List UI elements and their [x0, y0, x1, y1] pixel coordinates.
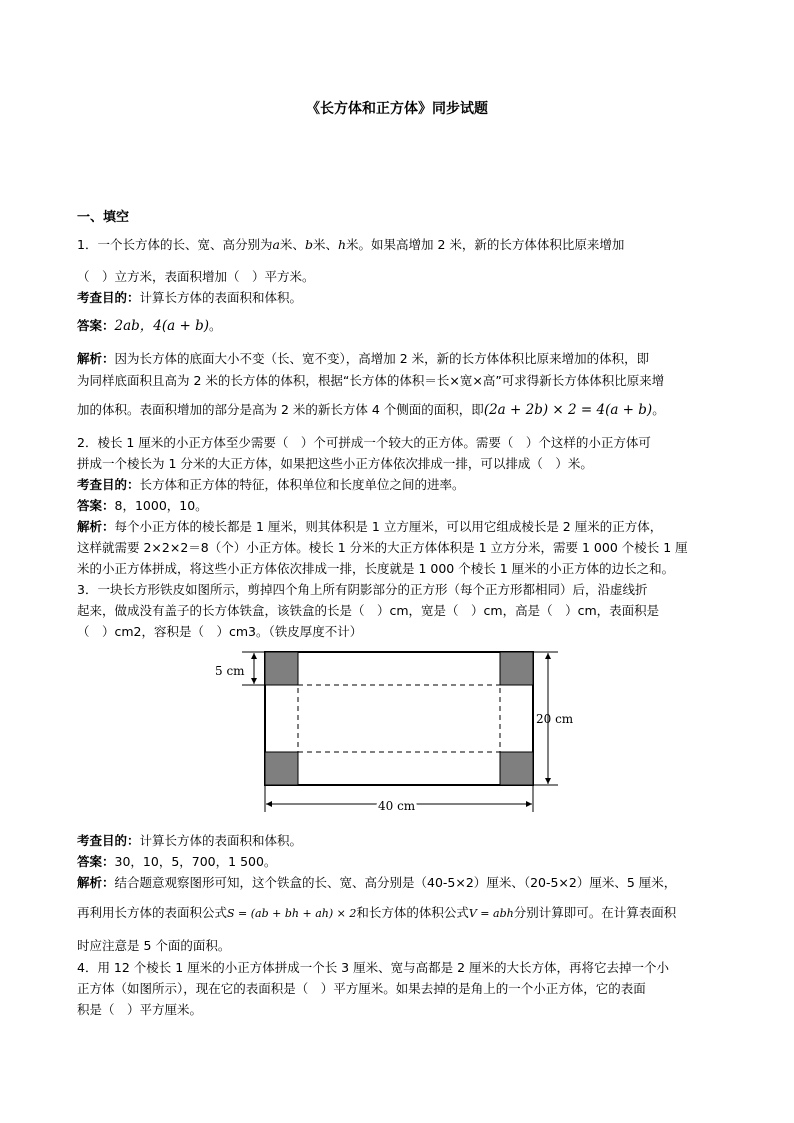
q1-answer: 答案：2ab，4(a + b)。 — [77, 318, 222, 334]
q1-analysis-1: 解析：因为长方体的底面大小不变（长、宽不变），高增加 2 米，新的长方体体积比原来增加的体积，即 — [77, 351, 650, 366]
volume-formula: V = abh — [468, 907, 514, 920]
q1-line2: （ ）立方米，表面积增加（ ）平方米。 — [77, 269, 315, 284]
q2-answer: 答案：8，1000，10。 — [77, 498, 208, 513]
q2-line1: 2．棱长 1 厘米的小正方体至少需要（ ）个可拼成一个较大的正方体。需要（ ）个这样的小正方体可 — [77, 435, 651, 450]
q1-analysis-2: 为同样底面积且高为 2 米的长方体的体积，根据“长方体的体积＝长×宽×高”可求得新长方体体积比原来增 — [77, 373, 665, 388]
q2-line2: 拼成一个棱长为 1 分米的大正方体，如果把这些小正方体依次排成一排，可以排成（ ）米。 — [77, 456, 593, 471]
q4-line1: 4．用 12 个棱长 1 厘米的小正方体拼成一个长 3 厘米、宽与高都是 2 厘米的大长方体，再将它去掉一个小 — [77, 960, 670, 975]
corner-size-label: 5 cm — [215, 664, 245, 678]
corner-dimension — [242, 652, 265, 685]
q3-analysis-1: 解析：结合题意观察图形可知，这个铁盒的长、宽、高分别是（40-5×2）厘米、（20-5×2）厘米、5 厘米， — [77, 875, 677, 890]
q3-purpose: 考查目的：计算长方体的表面积和体积。 — [77, 833, 303, 848]
q3-analysis-2: 再利用长方体的表面积公式S = (ab + bh + ah) × 2和长方体的体积公式V = abh分别计算即可。在计算表面积 — [77, 905, 677, 920]
q3-answer: 答案：30，10，5，700，1 500。 — [77, 854, 277, 869]
height-label: 20 cm — [536, 712, 574, 726]
sheet-outline — [265, 652, 533, 785]
q2-analysis-1: 解析：每个小正方体的棱长都是 1 厘米，则其体积是 1 立方厘米，可以用它组成棱长是 2 厘米的正方体， — [77, 519, 663, 534]
q4-line3: 积是（ ）平方厘米。 — [77, 1002, 203, 1017]
width-label: 40 cm — [378, 799, 416, 813]
var-a: a — [272, 237, 280, 252]
corner-square — [500, 652, 533, 685]
q3-line3: （ ）cm2，容积是（ ）cm3。（铁皮厚度不计） — [77, 624, 363, 639]
q2-analysis-3: 米的小正方体拼成，将这些小正方体依次排成一排，长度就是 1 000 个棱长 1 厘米的小正方体的边长之和。 — [77, 561, 675, 576]
q2-analysis-2: 这样就需要 2×2×2＝8（个）小正方体。棱长 1 分米的大正方体体积是 1 立方分米，需要 1 000 个棱长 1 厘 — [77, 540, 688, 555]
var-b: b — [304, 237, 313, 252]
q3-analysis-3: 时应注意是 5 个面的面积。 — [77, 938, 231, 953]
corner-square — [265, 652, 298, 685]
page-title: 《长方体和正方体》同步试题 — [306, 101, 488, 117]
sheet-diagram — [200, 640, 600, 820]
q1-analysis-3: 加的体积。表面积增加的部分是高为 2 米的新长方体 4 个侧面的面积，即(2a + 2b) × 2 = 4(a + b)。 — [77, 402, 665, 418]
q4-line2: 正方体（如图所示），现在它的表面积是（ ）平方厘米。如果去掉的是角上的一个小正方体，它的表面 — [77, 981, 646, 996]
q2-purpose: 考查目的：长方体和正方体的特征，体积单位和长度单位之间的进率。 — [77, 477, 465, 492]
fold-lines — [298, 652, 500, 785]
var-h: h — [337, 237, 347, 252]
q1-purpose: 考查目的：计算长方体的表面积和体积。 — [77, 290, 303, 305]
section-heading: 一、填空 — [77, 210, 130, 225]
q3-line2: 起来，做成没有盖子的长方体铁盒，该铁盒的长是（ ）cm，宽是（ ）cm，高是（ ）cm，表面积是 — [77, 603, 660, 618]
q3-line1: 3．一块长方形铁皮如图所示，剪掉四个角上所有阴影部分的正方形（每个正方形都相同）后，沿虚线折 — [77, 582, 648, 597]
surface-formula: S = (ab + bh + ah) × 2 — [227, 907, 357, 920]
corner-square — [265, 752, 298, 785]
corner-square — [500, 752, 533, 785]
q1-line1: 1．一个长方体的长、宽、高分别为a米、b米、h米。如果高增加 2 米，新的长方体体积比原来增加 — [77, 237, 625, 252]
